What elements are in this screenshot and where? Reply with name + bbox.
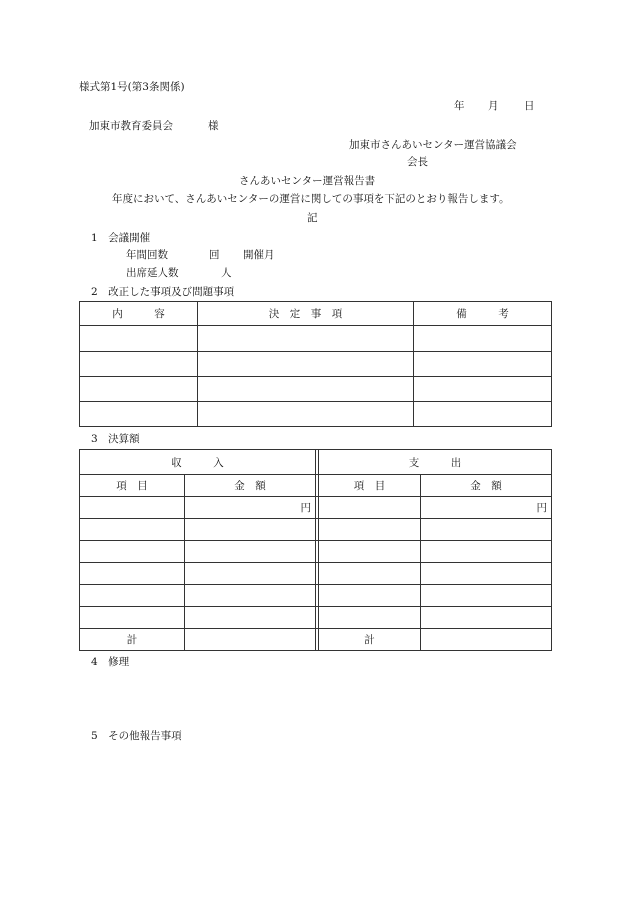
recipient: 加東市教育委員会 — [89, 120, 173, 132]
attendance-label: 出席延人数 — [126, 267, 179, 279]
section5-heading: 5 その他報告事項 — [91, 730, 182, 742]
section2-heading: 2 改正した事項及び問題事項 — [91, 286, 235, 298]
income-amount-header: 金 額 — [185, 475, 316, 497]
table-cell[interactable] — [80, 607, 185, 629]
expense-total-cell[interactable] — [421, 629, 552, 651]
table-row — [80, 563, 552, 585]
table-cell[interactable] — [80, 352, 198, 377]
col-content-header: 内 容 — [80, 302, 198, 326]
table-cell[interactable] — [198, 352, 414, 377]
form-id: 様式第1号(第3条関係) — [79, 81, 185, 93]
table-row — [80, 497, 552, 519]
income-item-header: 項 目 — [80, 475, 185, 497]
date-day: 日 — [524, 100, 535, 112]
table-cell[interactable] — [414, 326, 552, 352]
expense-total-label: 計 — [319, 629, 421, 651]
table-cell[interactable] — [80, 585, 185, 607]
table-cell[interactable] — [198, 377, 414, 402]
income-header: 収 入 — [80, 450, 316, 475]
table-row — [80, 585, 552, 607]
expense-item-cell[interactable] — [319, 497, 421, 519]
table-cell[interactable] — [185, 541, 316, 563]
held-month-label: 開催月 — [243, 249, 275, 261]
col-remarks-header: 備 考 — [414, 302, 552, 326]
table-cell[interactable] — [414, 352, 552, 377]
table-cell[interactable] — [421, 541, 552, 563]
table-cell[interactable] — [185, 519, 316, 541]
table-cell[interactable] — [319, 519, 421, 541]
sender-title: 会長 — [407, 156, 428, 168]
table-row — [80, 352, 552, 377]
table-row — [80, 402, 552, 427]
income-total-label: 計 — [80, 629, 185, 651]
ki-label: 記 — [307, 212, 318, 224]
date-month: 月 — [488, 100, 499, 112]
section3-heading: 3 決算額 — [91, 433, 140, 445]
table-cell[interactable] — [319, 607, 421, 629]
expense-header: 支 出 — [319, 450, 552, 475]
total-row — [80, 629, 552, 651]
settlement-table — [79, 449, 552, 651]
table-row — [80, 326, 552, 352]
table-cell[interactable] — [319, 585, 421, 607]
intro-text: 年度において、さんあいセンターの運営に関しての事項を下記のとおり報告します。 — [112, 193, 510, 205]
table-cell[interactable] — [185, 607, 316, 629]
table-cell[interactable] — [421, 585, 552, 607]
people-unit: 人 — [221, 267, 232, 279]
table-cell[interactable] — [80, 563, 185, 585]
amendments-table — [79, 301, 552, 427]
recipient-honorific: 様 — [208, 120, 219, 132]
col-decision-header: 決 定 事 項 — [198, 302, 414, 326]
expense-yen-unit: 円 — [421, 497, 552, 519]
income-item-cell[interactable] — [80, 497, 185, 519]
document-title: さんあいセンター運営報告書 — [239, 175, 376, 187]
table-cell[interactable] — [198, 326, 414, 352]
date-year: 年 — [454, 100, 465, 112]
table-cell[interactable] — [185, 585, 316, 607]
table-row — [80, 377, 552, 402]
table-cell[interactable] — [80, 402, 198, 427]
table-cell[interactable] — [80, 326, 198, 352]
table-cell[interactable] — [80, 377, 198, 402]
section1-heading: 1 会議開催 — [91, 232, 151, 244]
section4-heading: 4 修理 — [91, 656, 130, 668]
table-cell[interactable] — [80, 541, 185, 563]
table-cell[interactable] — [414, 402, 552, 427]
income-total-cell[interactable] — [185, 629, 316, 651]
sender-organization: 加東市さんあいセンター運営協議会 — [349, 139, 517, 151]
table-cell[interactable] — [421, 563, 552, 585]
table-cell[interactable] — [319, 541, 421, 563]
table-cell[interactable] — [198, 402, 414, 427]
expense-amount-header: 金 額 — [421, 475, 552, 497]
table-row — [80, 607, 552, 629]
table-row — [80, 541, 552, 563]
annual-count-label: 年間回数 — [126, 249, 168, 261]
table-cell[interactable] — [421, 607, 552, 629]
table-cell[interactable] — [80, 519, 185, 541]
expense-item-header: 項 目 — [319, 475, 421, 497]
table-cell[interactable] — [185, 563, 316, 585]
table-cell[interactable] — [421, 519, 552, 541]
table-row — [80, 519, 552, 541]
table-cell[interactable] — [319, 563, 421, 585]
times-unit: 回 — [209, 249, 220, 261]
table-cell[interactable] — [414, 377, 552, 402]
income-yen-unit: 円 — [185, 497, 316, 519]
